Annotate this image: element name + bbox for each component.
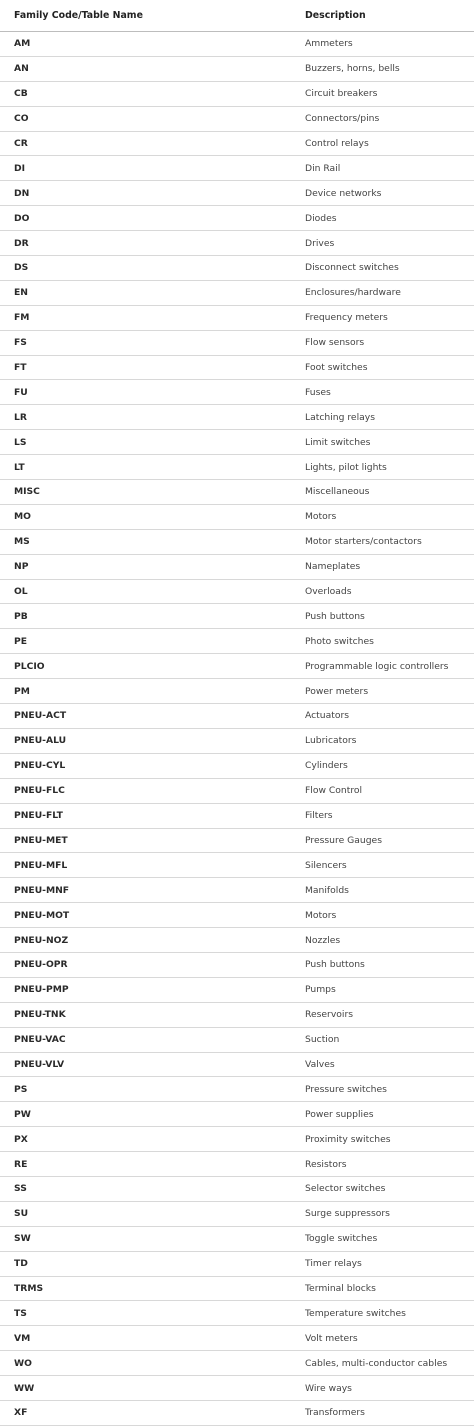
description-cell: Device networks <box>305 181 474 206</box>
family-code-cell: PNEU-OPR <box>0 952 305 977</box>
description-cell: Limit switches <box>305 430 474 455</box>
family-code-cell: PB <box>0 604 305 629</box>
table-row <box>0 1027 474 1052</box>
description-cell: Motors <box>305 504 474 529</box>
family-code-cell: PNEU-TNK <box>0 1002 305 1027</box>
table-row <box>0 1326 474 1351</box>
family-code-cell: SW <box>0 1226 305 1251</box>
description-cell: Flow sensors <box>305 330 474 355</box>
family-code-cell: AM <box>0 32 305 57</box>
description-cell: Pressure switches <box>305 1077 474 1102</box>
table-row <box>0 280 474 305</box>
table-row <box>0 679 474 704</box>
family-code-cell: MO <box>0 504 305 529</box>
family-code-cell: DN <box>0 181 305 206</box>
description-cell: Nameplates <box>305 554 474 579</box>
description-cell: Resistors <box>305 1152 474 1177</box>
family-code-cell: DS <box>0 256 305 281</box>
table-row <box>0 106 474 131</box>
description-cell: Power meters <box>305 679 474 704</box>
table-row <box>0 1251 474 1276</box>
table-row <box>0 704 474 729</box>
family-code-cell: PNEU-MFL <box>0 853 305 878</box>
table-row <box>0 928 474 953</box>
table-row <box>0 952 474 977</box>
description-cell: Photo switches <box>305 629 474 654</box>
table-row <box>0 131 474 156</box>
description-cell: Surge suppressors <box>305 1201 474 1226</box>
family-code-cell: FT <box>0 355 305 380</box>
description-cell: Lights, pilot lights <box>305 455 474 480</box>
table-row <box>0 32 474 57</box>
family-code-cell: OL <box>0 579 305 604</box>
table-row <box>0 480 474 505</box>
family-code-cell: PW <box>0 1102 305 1127</box>
description-cell: Miscellaneous <box>305 480 474 505</box>
table-row <box>0 81 474 106</box>
description-cell: Timer relays <box>305 1251 474 1276</box>
family-code-cell: PNEU-VLV <box>0 1052 305 1077</box>
description-cell: Volt meters <box>305 1326 474 1351</box>
description-cell: Selector switches <box>305 1176 474 1201</box>
table-row <box>0 579 474 604</box>
table-row <box>0 803 474 828</box>
description-cell: Enclosures/hardware <box>305 280 474 305</box>
family-code-cell: TS <box>0 1301 305 1326</box>
family-code-cell: PNEU-MNF <box>0 878 305 903</box>
description-cell: Manifolds <box>305 878 474 903</box>
description-cell: Push buttons <box>305 604 474 629</box>
description-cell: Foot switches <box>305 355 474 380</box>
table-row <box>0 56 474 81</box>
column-header-code: Family Code/Table Name <box>0 0 305 32</box>
table-row <box>0 504 474 529</box>
description-cell: Fuses <box>305 380 474 405</box>
table-row <box>0 604 474 629</box>
family-code-cell: PNEU-VAC <box>0 1027 305 1052</box>
family-code-cell: PNEU-FLT <box>0 803 305 828</box>
description-cell: Circuit breakers <box>305 81 474 106</box>
column-header-description: Description <box>305 0 474 32</box>
family-code-cell: XF <box>0 1400 305 1425</box>
table-row <box>0 1152 474 1177</box>
table-row <box>0 1226 474 1251</box>
family-code-cell: NP <box>0 554 305 579</box>
description-cell: Suction <box>305 1027 474 1052</box>
family-code-cell: PNEU-ALU <box>0 728 305 753</box>
table-row <box>0 455 474 480</box>
family-code-cell: LS <box>0 430 305 455</box>
table-row <box>0 1276 474 1301</box>
family-code-cell: CO <box>0 106 305 131</box>
description-cell: Toggle switches <box>305 1226 474 1251</box>
table-row <box>0 231 474 256</box>
description-cell: Actuators <box>305 704 474 729</box>
family-code-cell: LR <box>0 405 305 430</box>
description-cell: Power supplies <box>305 1102 474 1127</box>
description-cell: Connectors/pins <box>305 106 474 131</box>
description-cell: Disconnect switches <box>305 256 474 281</box>
family-code-cell: LT <box>0 455 305 480</box>
table-row <box>0 1176 474 1201</box>
table-row <box>0 206 474 231</box>
description-cell: Wire ways <box>305 1376 474 1401</box>
table-row <box>0 156 474 181</box>
description-cell: Valves <box>305 1052 474 1077</box>
description-cell: Motor starters/contactors <box>305 529 474 554</box>
family-code-cell: RE <box>0 1152 305 1177</box>
description-cell: Flow Control <box>305 778 474 803</box>
table-row <box>0 1002 474 1027</box>
table-row <box>0 654 474 679</box>
description-cell: Frequency meters <box>305 305 474 330</box>
table-row <box>0 330 474 355</box>
description-cell: Proximity switches <box>305 1127 474 1152</box>
table-row <box>0 1301 474 1326</box>
table-row <box>0 1077 474 1102</box>
family-code-cell: CB <box>0 81 305 106</box>
table-row <box>0 878 474 903</box>
description-cell: Cables, multi-conductor cables <box>305 1351 474 1376</box>
table-row <box>0 1127 474 1152</box>
family-code-cell: MS <box>0 529 305 554</box>
family-code-cell: AN <box>0 56 305 81</box>
description-cell: Push buttons <box>305 952 474 977</box>
table-row <box>0 380 474 405</box>
family-code-cell: PNEU-FLC <box>0 778 305 803</box>
family-code-cell: SS <box>0 1176 305 1201</box>
table-row <box>0 181 474 206</box>
header-row <box>0 0 474 32</box>
description-cell: Diodes <box>305 206 474 231</box>
table-row <box>0 853 474 878</box>
description-cell: Buzzers, horns, bells <box>305 56 474 81</box>
description-cell: Transformers <box>305 1400 474 1425</box>
family-code-cell: PNEU-NOZ <box>0 928 305 953</box>
table-row <box>0 1400 474 1425</box>
family-code-cell: EN <box>0 280 305 305</box>
description-cell: Temperature switches <box>305 1301 474 1326</box>
family-code-cell: FU <box>0 380 305 405</box>
description-cell: Din Rail <box>305 156 474 181</box>
table-row <box>0 753 474 778</box>
description-cell: Programmable logic controllers <box>305 654 474 679</box>
family-code-cell: VM <box>0 1326 305 1351</box>
family-code-cell: PLCIO <box>0 654 305 679</box>
table-row <box>0 629 474 654</box>
family-code-cell: FM <box>0 305 305 330</box>
description-cell: Drives <box>305 231 474 256</box>
table-row <box>0 405 474 430</box>
table-row <box>0 903 474 928</box>
family-code-cell: PX <box>0 1127 305 1152</box>
table-header <box>0 0 474 32</box>
family-code-cell: PNEU-ACT <box>0 704 305 729</box>
family-code-cell: TD <box>0 1251 305 1276</box>
description-cell: Latching relays <box>305 405 474 430</box>
family-code-cell: PNEU-MOT <box>0 903 305 928</box>
family-code-cell: PNEU-PMP <box>0 977 305 1002</box>
family-code-cell: SU <box>0 1201 305 1226</box>
table-row <box>0 256 474 281</box>
table-row <box>0 529 474 554</box>
family-code-cell: WW <box>0 1376 305 1401</box>
family-code-cell: CR <box>0 131 305 156</box>
table-row <box>0 355 474 380</box>
description-cell: Silencers <box>305 853 474 878</box>
table-row <box>0 778 474 803</box>
table-row <box>0 305 474 330</box>
family-code-cell: DO <box>0 206 305 231</box>
description-cell: Motors <box>305 903 474 928</box>
description-cell: Pumps <box>305 977 474 1002</box>
description-cell: Lubricators <box>305 728 474 753</box>
description-cell: Control relays <box>305 131 474 156</box>
family-code-cell: WO <box>0 1351 305 1376</box>
table-row <box>0 728 474 753</box>
description-cell: Pressure Gauges <box>305 828 474 853</box>
family-code-cell: DI <box>0 156 305 181</box>
description-cell: Filters <box>305 803 474 828</box>
family-code-cell: PM <box>0 679 305 704</box>
table-row <box>0 828 474 853</box>
table-row <box>0 1201 474 1226</box>
description-cell: Reservoirs <box>305 1002 474 1027</box>
table-row <box>0 554 474 579</box>
description-cell: Ammeters <box>305 32 474 57</box>
description-cell: Cylinders <box>305 753 474 778</box>
table-row <box>0 430 474 455</box>
table-row <box>0 1376 474 1401</box>
family-code-cell: MISC <box>0 480 305 505</box>
family-code-cell: PE <box>0 629 305 654</box>
description-cell: Nozzles <box>305 928 474 953</box>
family-code-cell: PS <box>0 1077 305 1102</box>
table-row <box>0 1351 474 1376</box>
table-row <box>0 977 474 1002</box>
family-code-cell: FS <box>0 330 305 355</box>
table-row <box>0 1102 474 1127</box>
table-row <box>0 1052 474 1077</box>
family-code-cell: DR <box>0 231 305 256</box>
family-code-cell: PNEU-CYL <box>0 753 305 778</box>
family-code-cell: PNEU-MET <box>0 828 305 853</box>
table-body <box>0 32 474 1426</box>
description-cell: Overloads <box>305 579 474 604</box>
description-cell: Terminal blocks <box>305 1276 474 1301</box>
family-code-cell: TRMS <box>0 1276 305 1301</box>
